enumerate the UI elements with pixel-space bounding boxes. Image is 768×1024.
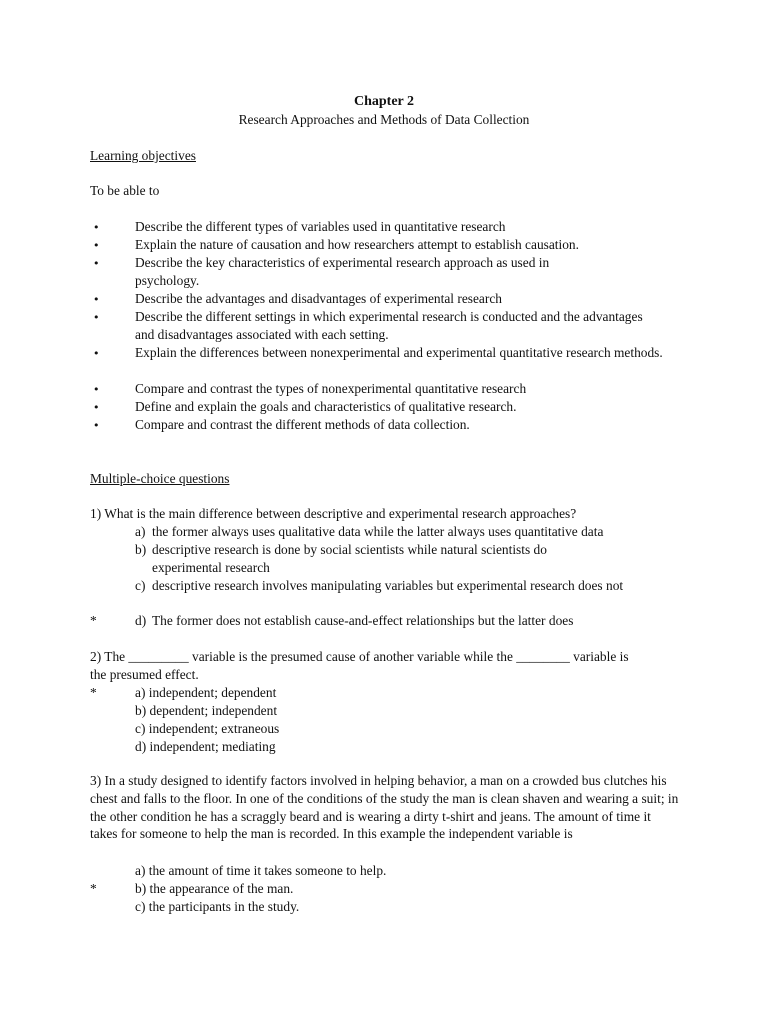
objectives-heading: Learning objectives: [90, 148, 196, 163]
answer-option: [135, 541, 680, 577]
answer-option: c) the participants in the study.: [135, 899, 300, 914]
bullet-icon: •: [93, 221, 100, 234]
mcq-heading: Multiple-choice questions: [90, 471, 230, 486]
option-label: c): [135, 578, 146, 593]
correct-answer-marker: *: [90, 881, 97, 896]
objective-item: Describe the different types of variables used in quantitative research: [135, 219, 506, 234]
option-text: descriptive research is done by social scientists while natural scientists do experimental research: [152, 542, 547, 575]
bullet-icon: •: [93, 311, 100, 324]
correct-answer-marker: *: [90, 613, 97, 628]
answer-option: [135, 612, 680, 630]
correct-answer-marker: *: [90, 685, 97, 700]
chapter-title: Chapter 2: [353, 94, 415, 109]
answer-option: [135, 523, 680, 541]
question-stem: 2) The _________ variable is the presumed cause of another variable while the ________ variable is the presumed effect.: [90, 649, 629, 682]
objective-item: Define and explain the goals and characteristics of qualitative research.: [135, 399, 517, 414]
bullet-icon: •: [93, 257, 100, 270]
chapter-subtitle: Research Approaches and Methods of Data Collection: [238, 112, 530, 127]
answer-option: [135, 577, 680, 595]
bullet-icon: •: [93, 347, 100, 360]
option-label: a): [135, 524, 146, 539]
objective-item: Compare and contrast the types of nonexperimental quantitative research: [135, 381, 527, 396]
question-stem: 1) What is the main difference between descriptive and experimental research approaches?: [90, 506, 577, 521]
answer-option: b) the appearance of the man.: [135, 881, 294, 896]
option-text: descriptive research involves manipulating variables but experimental research does not: [152, 578, 624, 593]
option-label: d): [135, 613, 147, 628]
objective-item: Explain the nature of causation and how researchers attempt to establish causation.: [135, 237, 579, 252]
objective-item: Describe the advantages and disadvantages of experimental research: [135, 291, 502, 306]
question-stem: 3) In a study designed to identify factors involved in helping behavior, a man on a crowded bus clutches his chest and falls to the floor. In one of the conditions of the study the man is clean shaven and wearing a suit; in the other condition he has a scraggly beard and is wearing a dirty t-shirt and jeans. The amount of time it takes for someone to help the man is recorded. In this example the independent variable is: [90, 773, 679, 842]
bullet-icon: •: [93, 419, 100, 432]
bullet-icon: •: [93, 293, 100, 306]
bullet-icon: •: [93, 401, 100, 414]
objective-item: Compare and contrast the different methods of data collection.: [135, 417, 470, 432]
answer-option: c) independent; extraneous: [135, 721, 280, 736]
option-text: The former does not establish cause-and-effect relationships but the latter does: [152, 613, 574, 628]
answer-option: b) dependent; independent: [135, 703, 278, 718]
objectives-intro: To be able to: [90, 183, 160, 198]
objective-item: Describe the different settings in which experimental research is conducted and the advantages and disadvantages associated with each setting.: [135, 309, 643, 342]
option-label: b): [135, 542, 147, 557]
bullet-icon: •: [93, 239, 100, 252]
option-text: the former always uses qualitative data while the latter always uses quantitative data: [152, 524, 604, 539]
answer-option: a) independent; dependent: [135, 685, 277, 700]
answer-option: d) independent; mediating: [135, 739, 276, 754]
objective-item: Describe the key characteristics of experimental research approach as used in psychology.: [135, 255, 550, 288]
answer-option: a) the amount of time it takes someone to help.: [135, 863, 387, 878]
objective-item: Explain the differences between nonexperimental and experimental quantitative research methods.: [135, 345, 663, 360]
bullet-icon: •: [93, 383, 100, 396]
